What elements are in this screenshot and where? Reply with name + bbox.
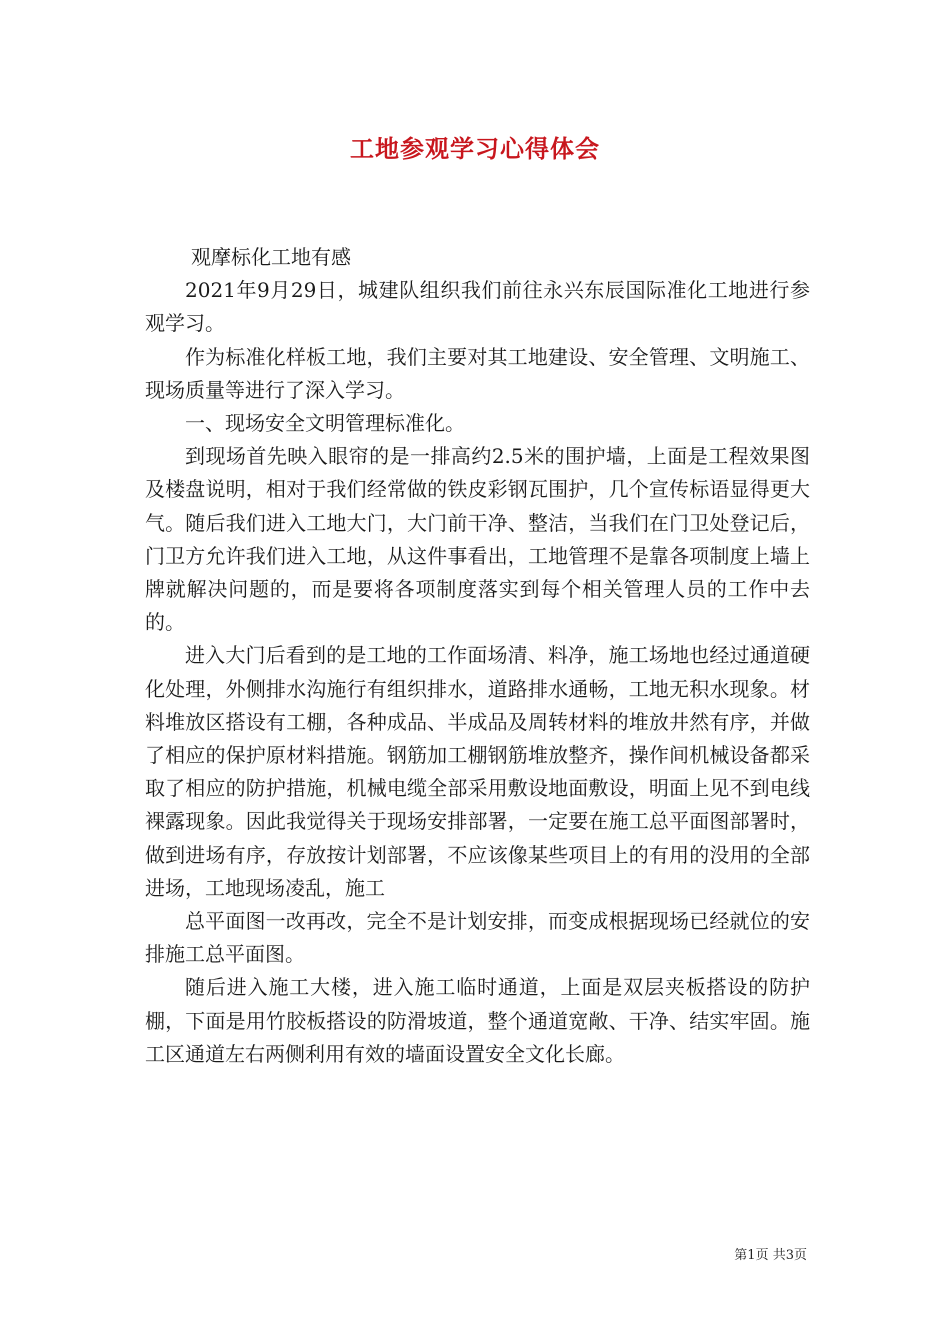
paragraph-site-plan: 总平面图一改再改，完全不是计划安排，而变成根据现场已经就位的安排施工总平面图。	[145, 909, 810, 967]
document-body	[145, 241, 810, 1071]
paragraph-date-intro: 2021年9月29日，城建队组织我们前往永兴东辰国际准化工地进行参观学习。	[145, 278, 810, 336]
footer-prefix: 第	[734, 1248, 748, 1263]
footer-current-page: 1	[747, 1248, 756, 1263]
footer-suffix: 页	[793, 1248, 807, 1263]
paragraph-building-passage: 随后进入施工大楼，进入施工临时通道，上面是双层夹板搭设的防护棚，下面是用竹胶板搭设的防滑坡道，整个通道宽敞、干净、结实牢固。施工区通道左右两侧利用有效的墙面设置安全文化长廊。	[145, 975, 810, 1066]
section-heading-safety: 一、现场安全文明管理标准化。	[185, 411, 465, 436]
document-title: 工地参观学习心得体会	[350, 134, 600, 163]
page-number-footer	[734, 1247, 807, 1265]
paragraph-entrance: 到现场首先映入眼帘的是一排高约2.5米的围护墙，上面是工程效果图及楼盘说明，相对于我们经常做的铁皮彩钢瓦围护，几个宣传标语显得更大气。随后我们进入工地大门，大门前干净、整洁，当我们在门卫处登记后，门卫方允许我们进入工地，从这件事看出，工地管理不是靠各项制度上墙上牌就解决问题的，而是要将各项制度落实到每个相关管理人员的工作中去的。	[145, 444, 810, 635]
paragraph-purpose: 作为标准化样板工地，我们主要对其工地建设、安全管理、文明施工、现场质量等进行了深入学习。	[145, 344, 810, 402]
paragraph-site-layout: 进入大门后看到的是工地的工作面场清、料净，施工场地也经过通道硬化处理，外侧排水沟施行有组织排水，道路排水通畅，工地无积水现象。材料堆放区搭设有工棚，各种成品、半成品及周转材料的堆放井然有序，并做了相应的保护原材料措施。钢筋加工棚钢筋堆放整齐，操作间机械设备都采取了相应的防护措施，机械电缆全部采用敷设地面敷设，明面上见不到电线裸露现象。因此我觉得关于现场安排部署，一定要在施工总平面图部署时，做到进场有序，存放按计划部署，不应该像某些项目上的有用的没用的全部进场，工地现场凌乱，施工	[145, 643, 810, 900]
footer-total-pages: 3	[785, 1248, 794, 1263]
footer-middle: 页 共	[755, 1248, 786, 1263]
section-subtitle: 观摩标化工地有感	[191, 245, 351, 269]
